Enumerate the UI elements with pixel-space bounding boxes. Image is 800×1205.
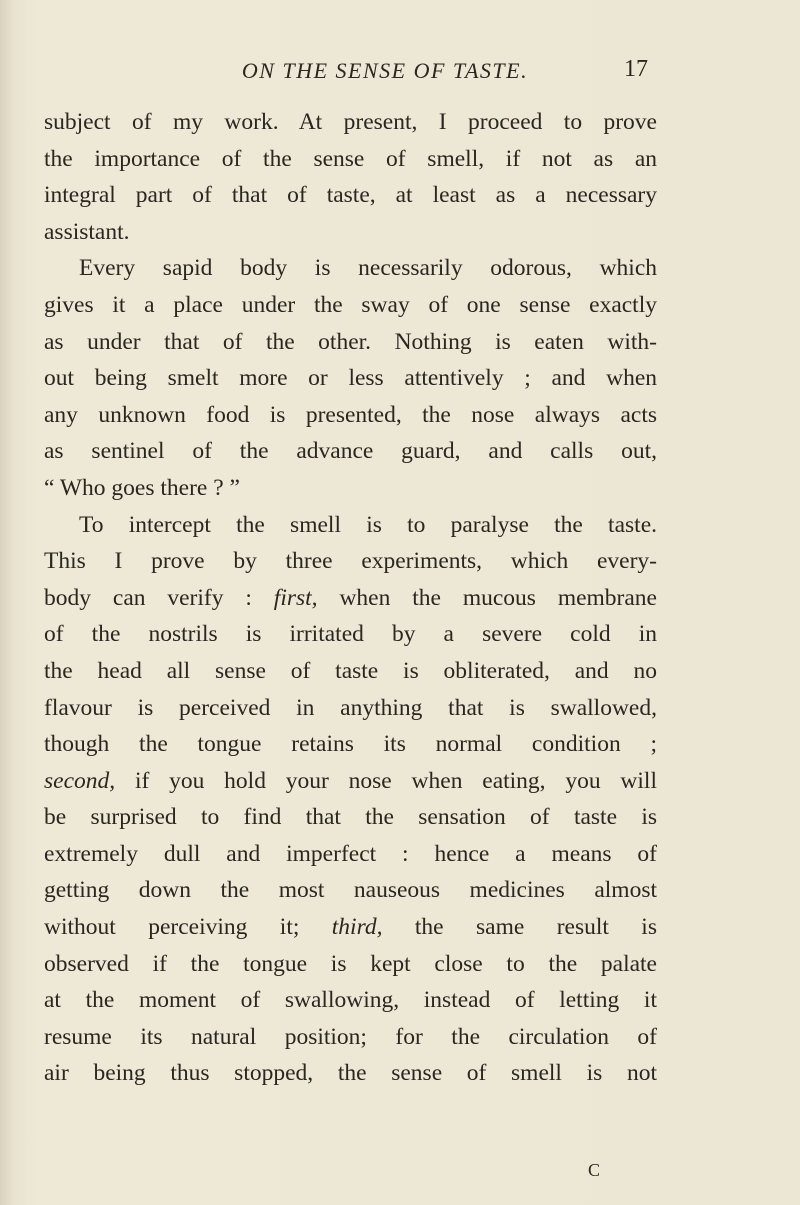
text-line: assistant. [44,218,130,245]
page-number: 17 [624,56,648,82]
text-line [44,580,657,617]
line-segment: the same result is [382,914,657,941]
text-line: of the nostrils is irritated by a severe cold in [44,621,657,648]
text-line: This I prove by three experiments, which every- [44,548,657,575]
running-title: ON THE SENSE OF TASTE. [241,58,529,83]
text-line [44,909,657,946]
text-line: as under that of the other. Nothing is eaten with- [44,328,657,355]
text-line: integral part of that of taste, at least as a necessary [44,182,657,209]
text-line: flavour is perceived in anything that is swallowed, [44,694,657,721]
line-segment: when the mucous membrane [317,584,657,611]
text-line: at the moment of swallowing, instead of letting it [44,987,657,1014]
text-line [44,763,657,800]
text-line: air being thus stopped, the sense of smell is not [44,1060,657,1087]
emphasis: first, [273,584,318,611]
signature-mark: C [588,1160,601,1180]
text-line: gives it a place under the sway of one sense exactly [44,291,657,318]
text-line: the head all sense of taste is obliterated, and no [44,657,657,684]
emphasis: third, [331,914,383,941]
text-line: extremely dull and imperfect : hence a means of [44,840,657,867]
line-segment: body can verify : [44,584,274,611]
text-line: as sentinel of the advance guard, and calls out, [44,438,657,465]
text-line: subject of my work. At present, I proceed to prove [44,109,657,135]
text-line: To intercept the smell is to paralyse the taste. [79,511,657,538]
text-line: the importance of the sense of smell, if not as an [44,145,657,172]
text-line: out being smelt more or less attentively ; and when [44,365,657,392]
text-line: “ Who goes there ? ” [44,474,240,501]
body-text [44,104,657,1092]
text-line: observed if the tongue is kept close to the palate [44,950,657,977]
text-line: though the tongue retains its normal condition ; [44,731,657,758]
text-line: resume its natural position; for the circulation of [44,1023,657,1050]
text-line: any unknown food is presented, the nose always acts [44,401,657,428]
line-segment: without perceiving it; [44,914,332,941]
emphasis: second, [44,767,116,794]
text-line: Every sapid body is necessarily odorous, which [79,255,657,282]
text-line: getting down the most nauseous medicines almost [44,877,657,904]
text-line: be surprised to find that the sensation of taste is [44,804,657,831]
line-segment: if you hold your nose when eating, you will [115,767,657,794]
